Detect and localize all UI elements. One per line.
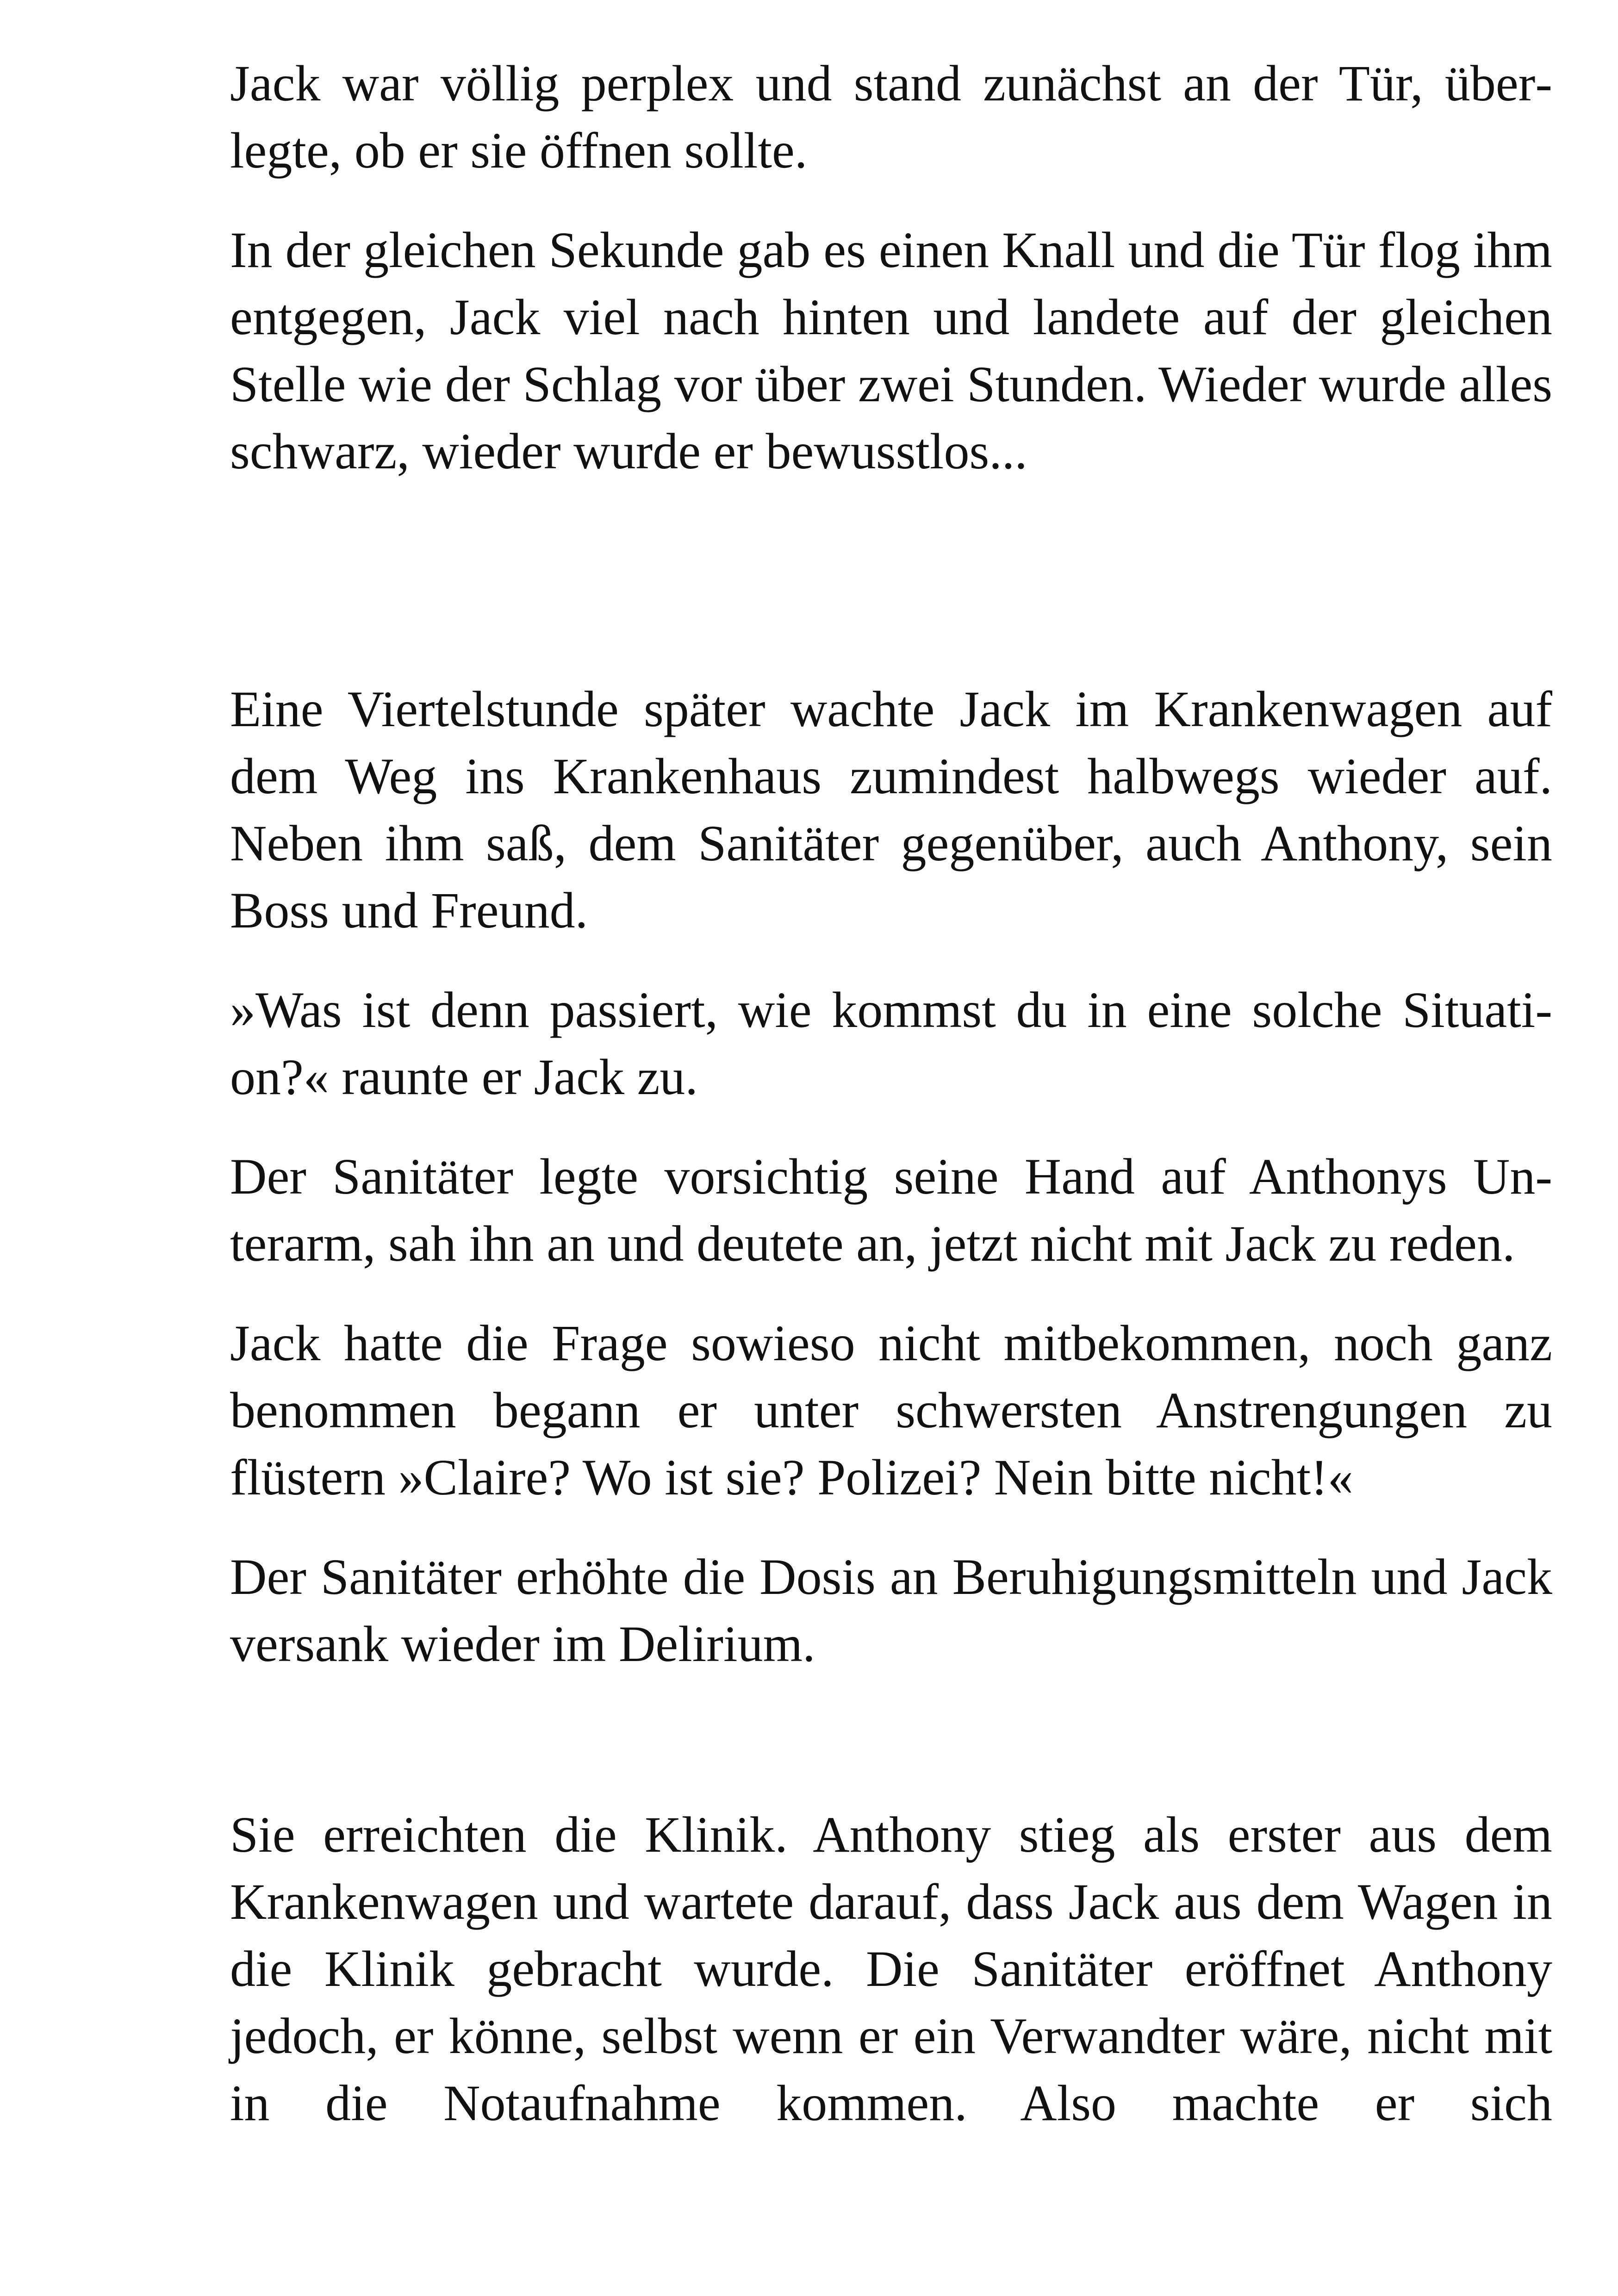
text-column	[230, 50, 1552, 2169]
paragraph-5: Der Sanitäter legte vorsichtig seine Hand auf Anthonys Unterarm, sah ihn an und deutete an, jetzt nicht mit Jack zu reden.	[230, 1148, 1552, 1272]
paragraph-6: Jack hatte die Frage sowieso nicht mitbekommen, noch ganz benommen begann er unter schwersten Anstrengungen zu flüstern »Claire? Wo ist sie? Polizei? Nein bitte nicht!«	[230, 1315, 1552, 1506]
section-break	[230, 517, 1552, 676]
paragraph-7: Der Sanitäter erhöhte die Dosis an Beruhigungsmitteln und Jack versank wieder im Delirium.	[230, 1549, 1552, 1672]
paragraph-8: Sie erreichten die Klinik. Anthony stieg als erster aus dem Krankenwagen und wartete darauf, dass Jack aus dem Wagen in die Klinik gebracht wurde. Die Sanitäter eröffnet Anthony jedoch, er könne, selbst wenn er ein Verwandter wäre, nicht mit in die Notaufnahme kommen. Also machte er sich	[230, 1806, 1552, 2131]
section-break	[230, 1710, 1552, 1801]
paragraph-3: Eine Viertelstunde später wachte Jack im Krankenwagen auf dem Weg ins Krankenhaus zumindest halbwegs wieder auf. Neben ihm saß, dem Sanitäter gegenüber, auch Anthony, sein Boss und Freund.	[230, 681, 1552, 939]
paragraph-1: Jack war völlig perplex und stand zunächst an der Tür, überlegte, ob er sie öffnen sollte.	[230, 55, 1552, 179]
paragraph-4: »Was ist denn passiert, wie kommst du in eine solche Situation?« raunte er Jack zu.	[230, 982, 1552, 1105]
paragraph-2: In der gleichen Sekunde gab es einen Knall und die Tür flog ihm entgegen, Jack viel nach hinten und landete auf der gleichen Stelle wie der Schlag vor über zwei Stunden. Wieder wurde alles schwarz, wieder wurde er bewusstlos...	[230, 222, 1552, 479]
